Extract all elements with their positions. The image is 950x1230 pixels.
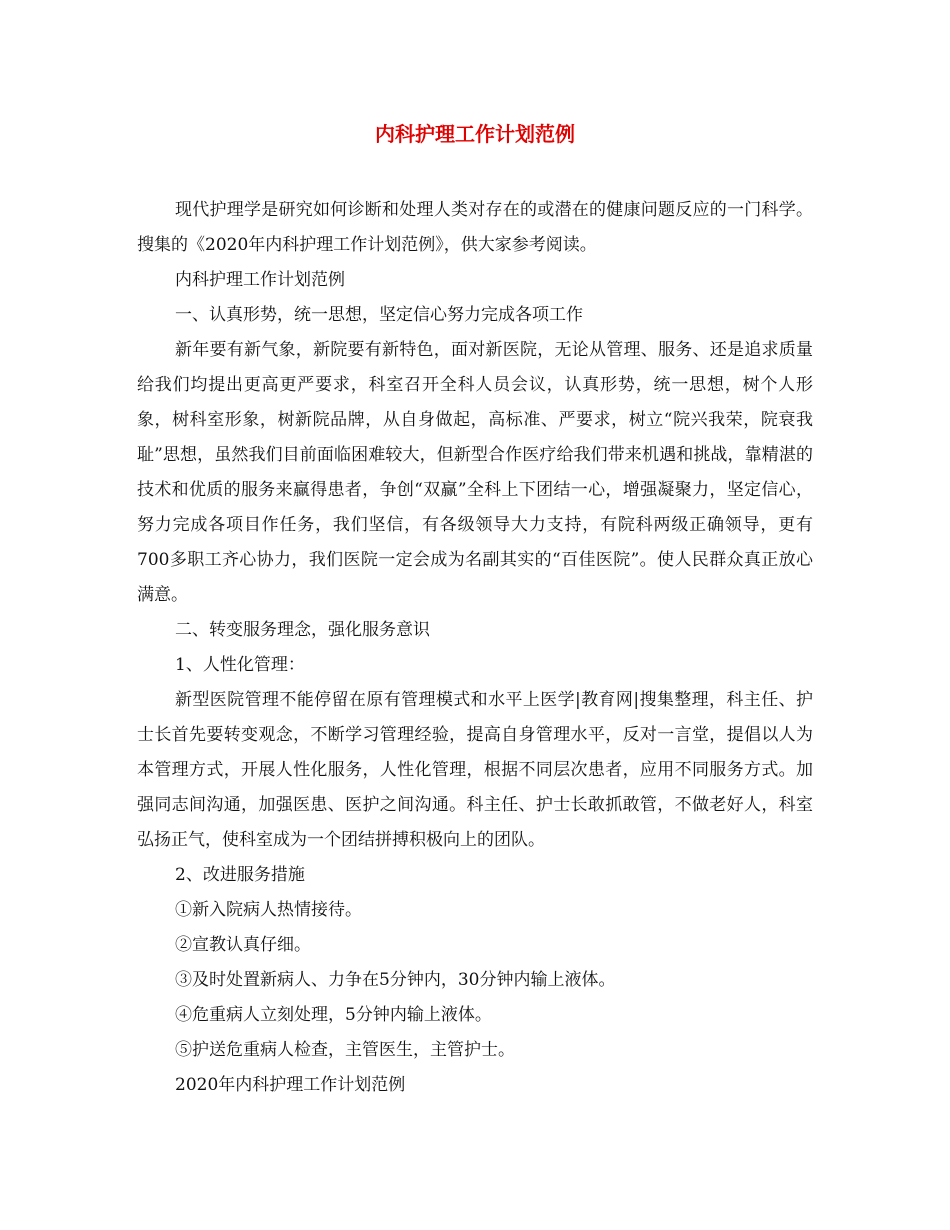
list-item-1: ①新入院病人热情接待。 xyxy=(175,900,362,920)
list-item-2: ②宣教认真仔细。 xyxy=(175,935,311,955)
body-paragraph-2: 新型医院管理不能停留在原有管理模式和水平上医学|教育网|搜集整理，科主任、护士长首先要转变观念，不断学习管理经验，提高自身管理水平，反对一言堂，提倡以人为本管理方式，开展人性化服务，人性化管理，根据不同层次患者，应用不同服务方式。加强同志间沟通，加强医患、医护之间沟通。科主任、护士长敢抓敢管，不做老好人，科室弘扬正气，使科室成为一个团结拼搏积极向上的团队。 xyxy=(137,690,813,850)
body-paragraph-1: 新年要有新气象，新院要有新特色，面对新医院，无论从管理、服务、还是追求质量给我们均提出更高更严要求，科室召开全科人员会议，认真形势，统一思想，树个人形象，树科室形象，树新院品牌，从自身做起，高标准、严要求，树立“院兴我荣，院衰我耻”思想，虽然我们目前面临困难较大，但新型合作医疗给我们带来机遇和挑战，靠精湛的技术和优质的服务来赢得患者，争创“双赢”全科上下团结一心，增强凝聚力，坚定信心，努力完成各项目作任务，我们坚信，有各级领导大力支持，有院科两级正确领导，更有700多职工齐心协力，我们医院一定会成为名副其实的“百佳医院”。使人民群众真正放心满意。 xyxy=(137,340,813,605)
document-title: 内科护理工作计划范例 xyxy=(375,122,575,146)
subsection-heading-1: 1、人性化管理： xyxy=(175,655,305,675)
document-body xyxy=(137,193,813,1103)
closing-line: 2020年内科护理工作计划范例 xyxy=(175,1075,406,1095)
section-heading-1: 一、认真形势，统一思想，坚定信心努力完成各项工作 xyxy=(175,305,583,325)
subsection-heading-2: 2、改进服务措施 xyxy=(175,865,305,885)
section-heading-2: 二、转变服务理念，强化服务意识 xyxy=(175,620,430,640)
list-item-5: ⑤护送危重病人检查，主管医生，主管护士。 xyxy=(175,1040,515,1060)
intro-paragraph: 现代护理学是研究如何诊断和处理人类对存在的或潜在的健康问题反应的一门科学。搜集的《2020年内科护理工作计划范例》，供大家参考阅读。 xyxy=(137,200,813,255)
list-item-3: ③及时处置新病人、力争在5分钟内，30分钟内输上液体。 xyxy=(175,970,616,990)
subtitle-line: 内科护理工作计划范例 xyxy=(175,270,345,290)
list-item-4: ④危重病人立刻处理，5分钟内输上液体。 xyxy=(175,1005,492,1025)
